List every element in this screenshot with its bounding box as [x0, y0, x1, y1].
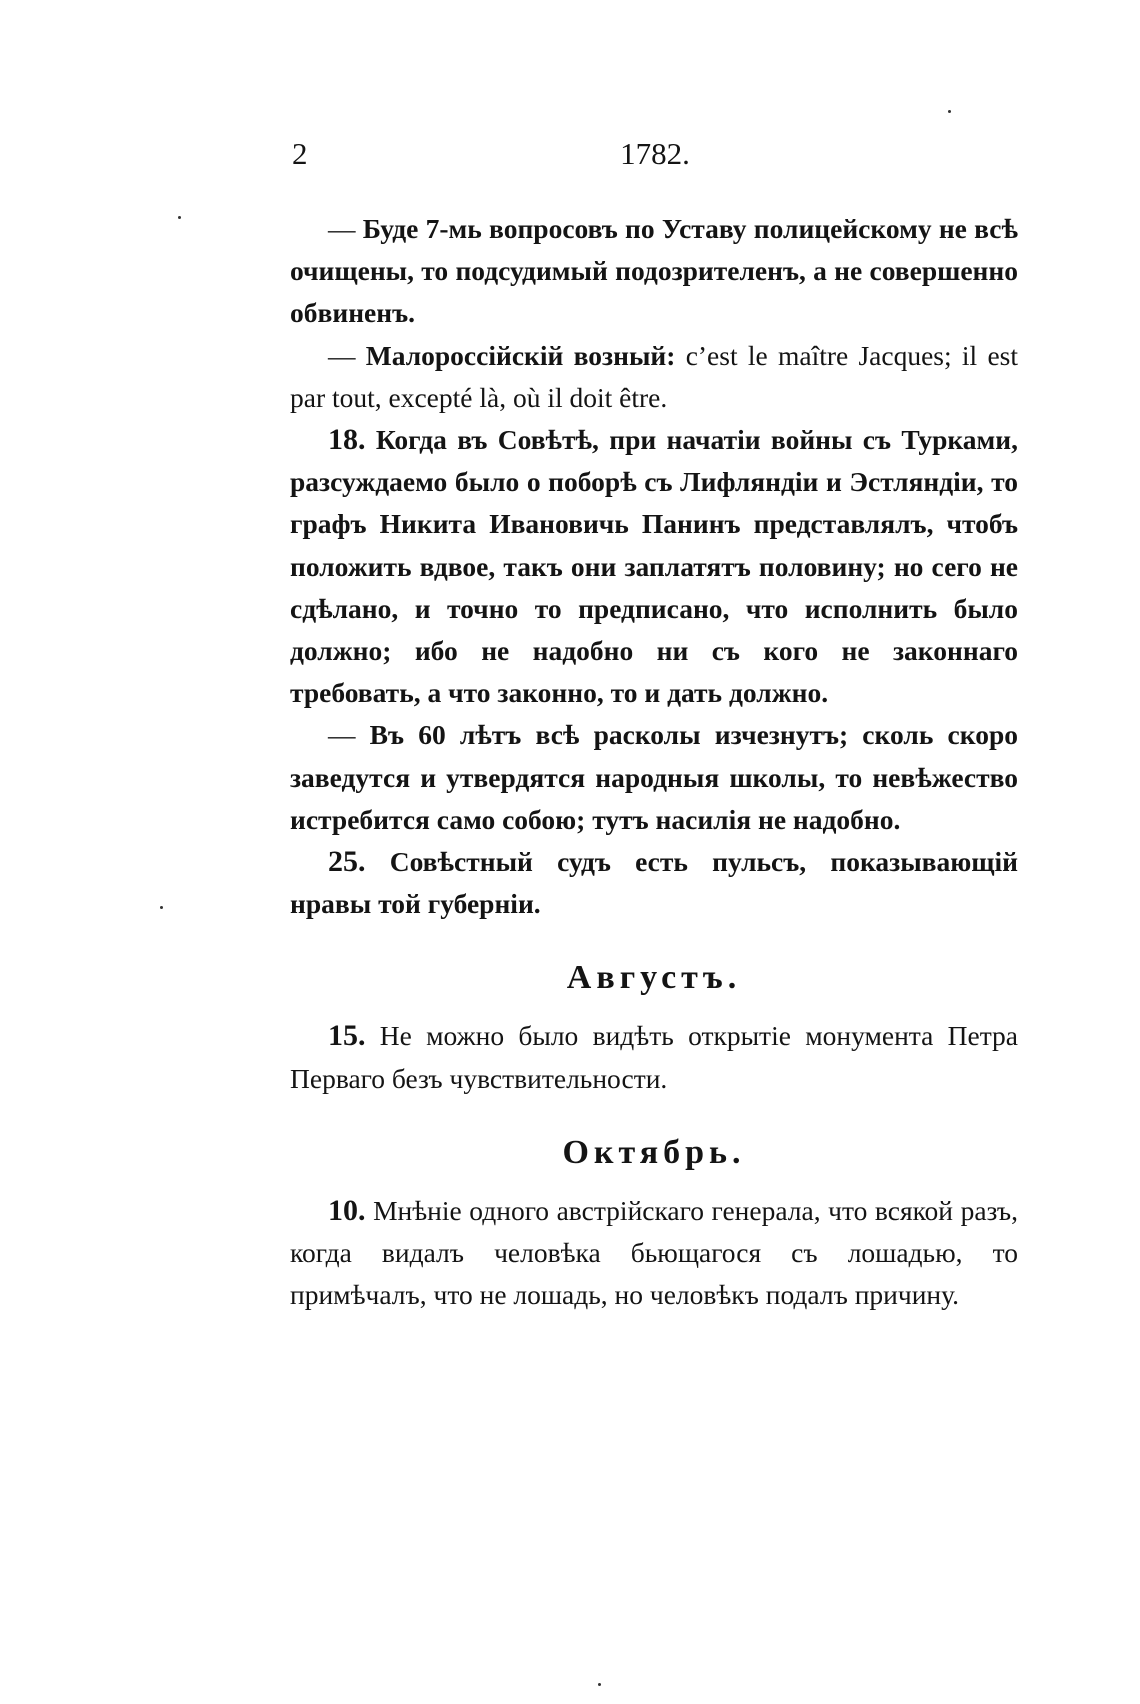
paragraph-text: Когда въ Совѣтѣ, при начатіи войны съ Турками, разсуждаемо было о поборѣ съ Лифляндіи и Эстляндіи, то графъ Никита Ивановичь Панинъ представлялъ, чтобъ положить вдвое, такъ они заплатятъ половину; но сего не сдѣлано, и точно то предписано, что исполнить было должно; ибо не надобно ни съ кого не законнаго требовать, а что законно, то и дать должно. [290, 424, 1018, 709]
paragraph-entry-18 [290, 419, 1018, 714]
page-header [292, 136, 1018, 176]
paragraph-text: Не можно было видѣть открытіе монумента Петра Перваго безъ чувствительности. [290, 1020, 1019, 1094]
print-speck [178, 216, 181, 219]
paragraph-text: Совѣстный судъ есть пульсъ, показывающій нравы той губерніи. [290, 846, 1018, 920]
paragraph-entry-10 [290, 1190, 1018, 1317]
paragraph-entry-25 [290, 841, 1018, 925]
paragraph-dash: — [328, 719, 356, 751]
page-number: 2 [292, 136, 308, 171]
section-heading-august: Августъ. [566, 959, 742, 997]
paragraph-entry-15 [290, 1015, 1018, 1099]
entry-number: 18. [328, 423, 366, 457]
paragraph-text: Мнѣніе одного австрійскаго генерала, что всякой разъ, когда видалъ человѣка бьющагося съ лошадью, то примѣчалъ, что не лошадь, но человѣкъ подалъ причину. [290, 1194, 1019, 1311]
paragraph-raskoly [290, 714, 1018, 841]
paragraph-french-text: c’est le maître Jacques; il est par tout, excepté là, où il doit être. [290, 339, 1018, 413]
running-title-year: 1782. [620, 136, 690, 171]
print-speck [948, 110, 951, 113]
paragraph-dash: — [328, 339, 356, 371]
print-speck [598, 1683, 601, 1686]
paragraph-dash: — [328, 213, 356, 244]
paragraph-text: Малороссійскій возный: [365, 339, 676, 371]
entry-number: 10. [328, 1193, 366, 1227]
paragraph-text: Буде 7-мь вопросовъ по Уставу полицейскому не всѣ очищены, то подсудимый подозрителенъ, а не совершенно обвиненъ. [290, 213, 1019, 329]
paragraph-malorossiysky-vozny [290, 335, 1018, 419]
section-heading-october: Октябрь. [562, 1133, 746, 1171]
paragraph-text: Въ 60 лѣтъ всѣ расколы изчезнутъ; сколь скоро заведутся и утвердятся народныя школы, то невѣжество истребится само собою; тутъ насилія не надобно. [290, 719, 1019, 835]
entry-number: 25. [328, 845, 366, 879]
print-speck [160, 906, 163, 909]
entry-number: 15. [328, 1019, 366, 1053]
page-body [290, 208, 1018, 1316]
paragraph-police-questions [290, 208, 1018, 335]
